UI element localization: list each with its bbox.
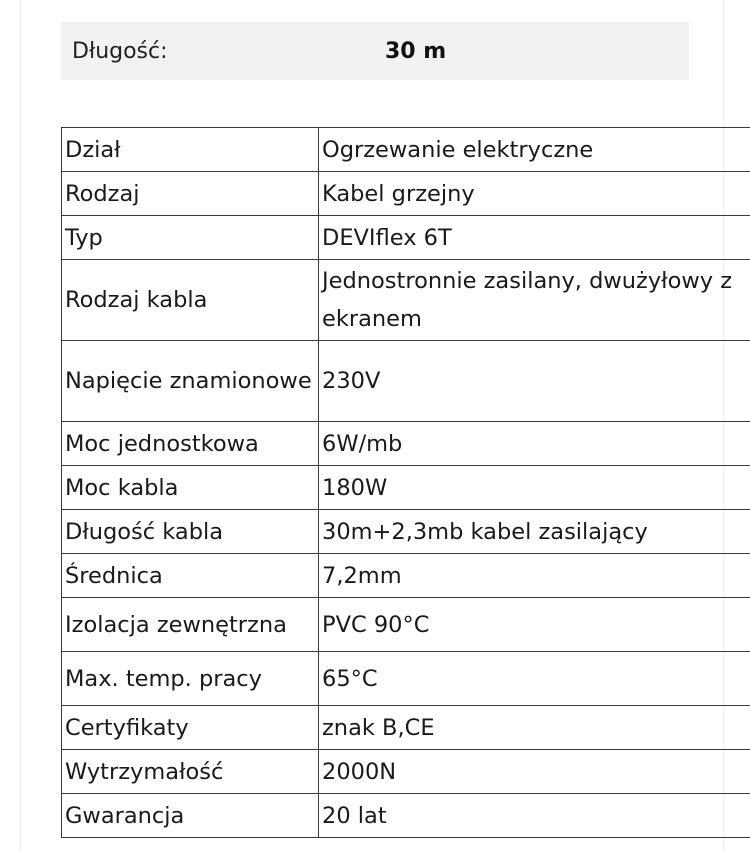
spec-value: Ogrzewanie elektryczne (319, 128, 750, 172)
table-row (62, 216, 750, 260)
spec-value: 2000N (319, 750, 750, 794)
table-row (62, 260, 750, 341)
spec-name: Wytrzymałość (62, 750, 319, 794)
spec-name: Napięcie znamionowe (62, 341, 319, 422)
spec-name: Moc kabla (62, 466, 319, 510)
spec-name: Moc jednostkowa (62, 422, 319, 466)
spec-value: 20 lat (319, 794, 750, 838)
spec-name: Dział (62, 128, 319, 172)
spec-value: 30m+2,3mb kabel zasilający (319, 510, 750, 554)
table-row (62, 554, 750, 598)
table-row (62, 341, 750, 422)
spec-name: Typ (62, 216, 319, 260)
table-row (62, 128, 750, 172)
table-row (62, 466, 750, 510)
specification-table (61, 127, 750, 838)
spec-value: PVC 90°C (319, 598, 750, 652)
length-attribute-label: Długość: (72, 39, 168, 64)
spec-name: Certyfikaty (62, 706, 319, 750)
spec-value: 6W/mb (319, 422, 750, 466)
table-row (62, 794, 750, 838)
spec-value: Jednostronnie zasilany, dwużyłowy z ekranem (319, 260, 750, 341)
length-attribute-value: 30 m (385, 39, 447, 64)
spec-name: Gwarancja (62, 794, 319, 838)
table-row (62, 510, 750, 554)
spec-value: DEVIflex 6T (319, 216, 750, 260)
table-row (62, 706, 750, 750)
table-row (62, 172, 750, 216)
table-row (62, 750, 750, 794)
spec-name: Średnica (62, 554, 319, 598)
table-row (62, 422, 750, 466)
spec-name: Rodzaj kabla (62, 260, 319, 341)
spec-value: 180W (319, 466, 750, 510)
spec-value: 7,2mm (319, 554, 750, 598)
spec-name: Długość kabla (62, 510, 319, 554)
spec-value: 230V (319, 341, 750, 422)
page-left-border (20, 0, 21, 852)
spec-value: 65°C (319, 652, 750, 706)
table-row (62, 652, 750, 706)
spec-name: Rodzaj (62, 172, 319, 216)
spec-value: Kabel grzejny (319, 172, 750, 216)
spec-name: Izolacja zewnętrzna (62, 598, 319, 652)
spec-name: Max. temp. pracy (62, 652, 319, 706)
spec-value: znak B,CE (319, 706, 750, 750)
length-attribute-bar (61, 22, 689, 80)
table-row (62, 598, 750, 652)
